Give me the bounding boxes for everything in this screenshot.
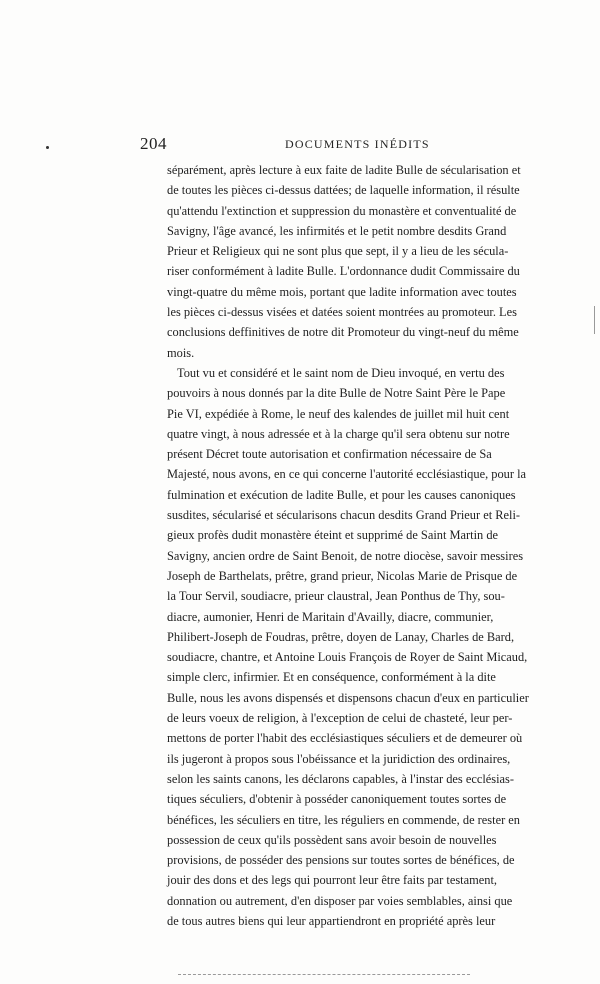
text-line: selon les saints canons, les déclarons capables, à l'instar des ecclésias- [167,771,514,786]
text-line: de leurs voeux de religion, à l'exception de celui de chasteté, leur per- [167,711,513,726]
text-line: donnation ou autrement, d'en disposer par voies semblables, ainsi que [167,893,513,908]
text-line: soudiacre, chantre, et Antoine Louis François de Royer de Saint Micaud, [167,650,528,665]
text-line: de toutes les pièces ci-dessus dattées; de laquelle information, il résulte [167,183,520,198]
margin-rule [594,306,595,334]
text-line: Pie VI, expédiée à Rome, le neuf des kalendes de juillet mil huit cent [167,406,510,421]
text-line: Savigny, ancien ordre de Saint Benoit, de notre diocèse, savoir messires [167,548,524,563]
text-line: diacre, aumonier, Henri de Maritain d'Availly, diacre, communier, [167,609,494,624]
text-line: provisions, de posséder des pensions sur toutes sortes de bénéfices, de [167,853,515,868]
page-header [140,134,480,156]
text-line: pouvoirs à nous donnés par la dite Bulle de Notre Saint Père le Pape [167,386,506,401]
text-line: conclusions deffinitives de notre dit Promoteur du vingt-neuf du même [167,325,519,340]
text-line: qu'attendu l'extinction et suppression du monastère et conventualité de [167,203,517,218]
paragraph-start-line: Tout vu et considéré et le saint nom de Dieu invoqué, en vertu des [177,365,505,380]
bottom-rule [178,974,470,975]
text-line: Joseph de Barthelats, prêtre, grand prieur, Nicolas Marie de Prisque de [167,568,518,583]
text-line: susdites, sécularisé et sécularisons chacun desdits Grand Prieur et Reli- [167,508,521,523]
text-line: tiques séculiers, d'obtenir à posséder canoniquement toutes sortes de [167,792,507,807]
text-line: mois. [167,345,195,360]
text-line: fulmination et exécution de ladite Bulle, et pour les causes canoniques [167,487,516,502]
text-line: quatre vingt, à nous adressée et à la charge qu'il sera obtenu sur notre [167,426,510,441]
text-line: séparément, après lecture à eux faite de ladite Bulle de sécularisation et [167,163,521,177]
text-line: présent Décret toute autorisation et confirmation nécessaire de Sa [167,447,492,462]
text-line: gieux profès dudit monastère éteint et supprimé de Saint Martin de [167,528,499,543]
text-line: vingt-quatre du même mois, portant que ladite information avec toutes [167,284,517,299]
text-line: bénéfices, les séculiers en titre, les réguliers en commende, de rester en [167,812,520,827]
text-line: Savigny, l'âge avancé, les infirmités et le petit nombre desdits Grand [167,223,507,238]
text-line: Prieur et Religieux qui ne sont plus que sept, il y a lieu de les sécula- [167,244,509,259]
text-line: Majesté, nous avons, en ce qui concerne l'autorité ecclésiastique, pour la [167,467,527,482]
text-line: la Tour Servil, soudiacre, prieur claustral, Jean Ponthus de Thy, sou- [167,589,505,604]
text-line: Philibert-Joseph de Foudras, prêtre, doyen de Lanay, Charles de Bard, [167,629,515,644]
text-line: de tous autres biens qui leur appartiendront en propriété après leur [167,913,496,928]
body-text [167,160,529,931]
text-line: riser conformément à ladite Bulle. L'ordonnance dudit Commissaire du [167,264,520,279]
text-line: possession de ceux qu'ils possèdent sans avoir besoin de nouvelles [167,832,497,847]
text-line: ils jugeront à propos sous l'obéissance et la juridiction des ordinaires, [167,751,511,766]
text-line: jouir des dons et des legs qui pourront leur être faits par testament, [167,873,497,888]
text-line: simple clerc, infirmier. Et en conséquence, conformément à la dite [167,670,496,685]
running-title: DOCUMENTS INÉDITS [285,137,430,151]
text-line: mettons de porter l'habit des ecclésiastiques séculiers et de demeurer où [167,731,523,746]
text-line: Bulle, nous les avons dispensés et dispensons chacun d'eux en particulier [167,690,529,705]
text-line: les pièces ci-dessus visées et datées soient montrées au promoteur. Les [167,305,517,320]
page-number: 204 [140,134,167,153]
margin-dot [46,146,49,149]
